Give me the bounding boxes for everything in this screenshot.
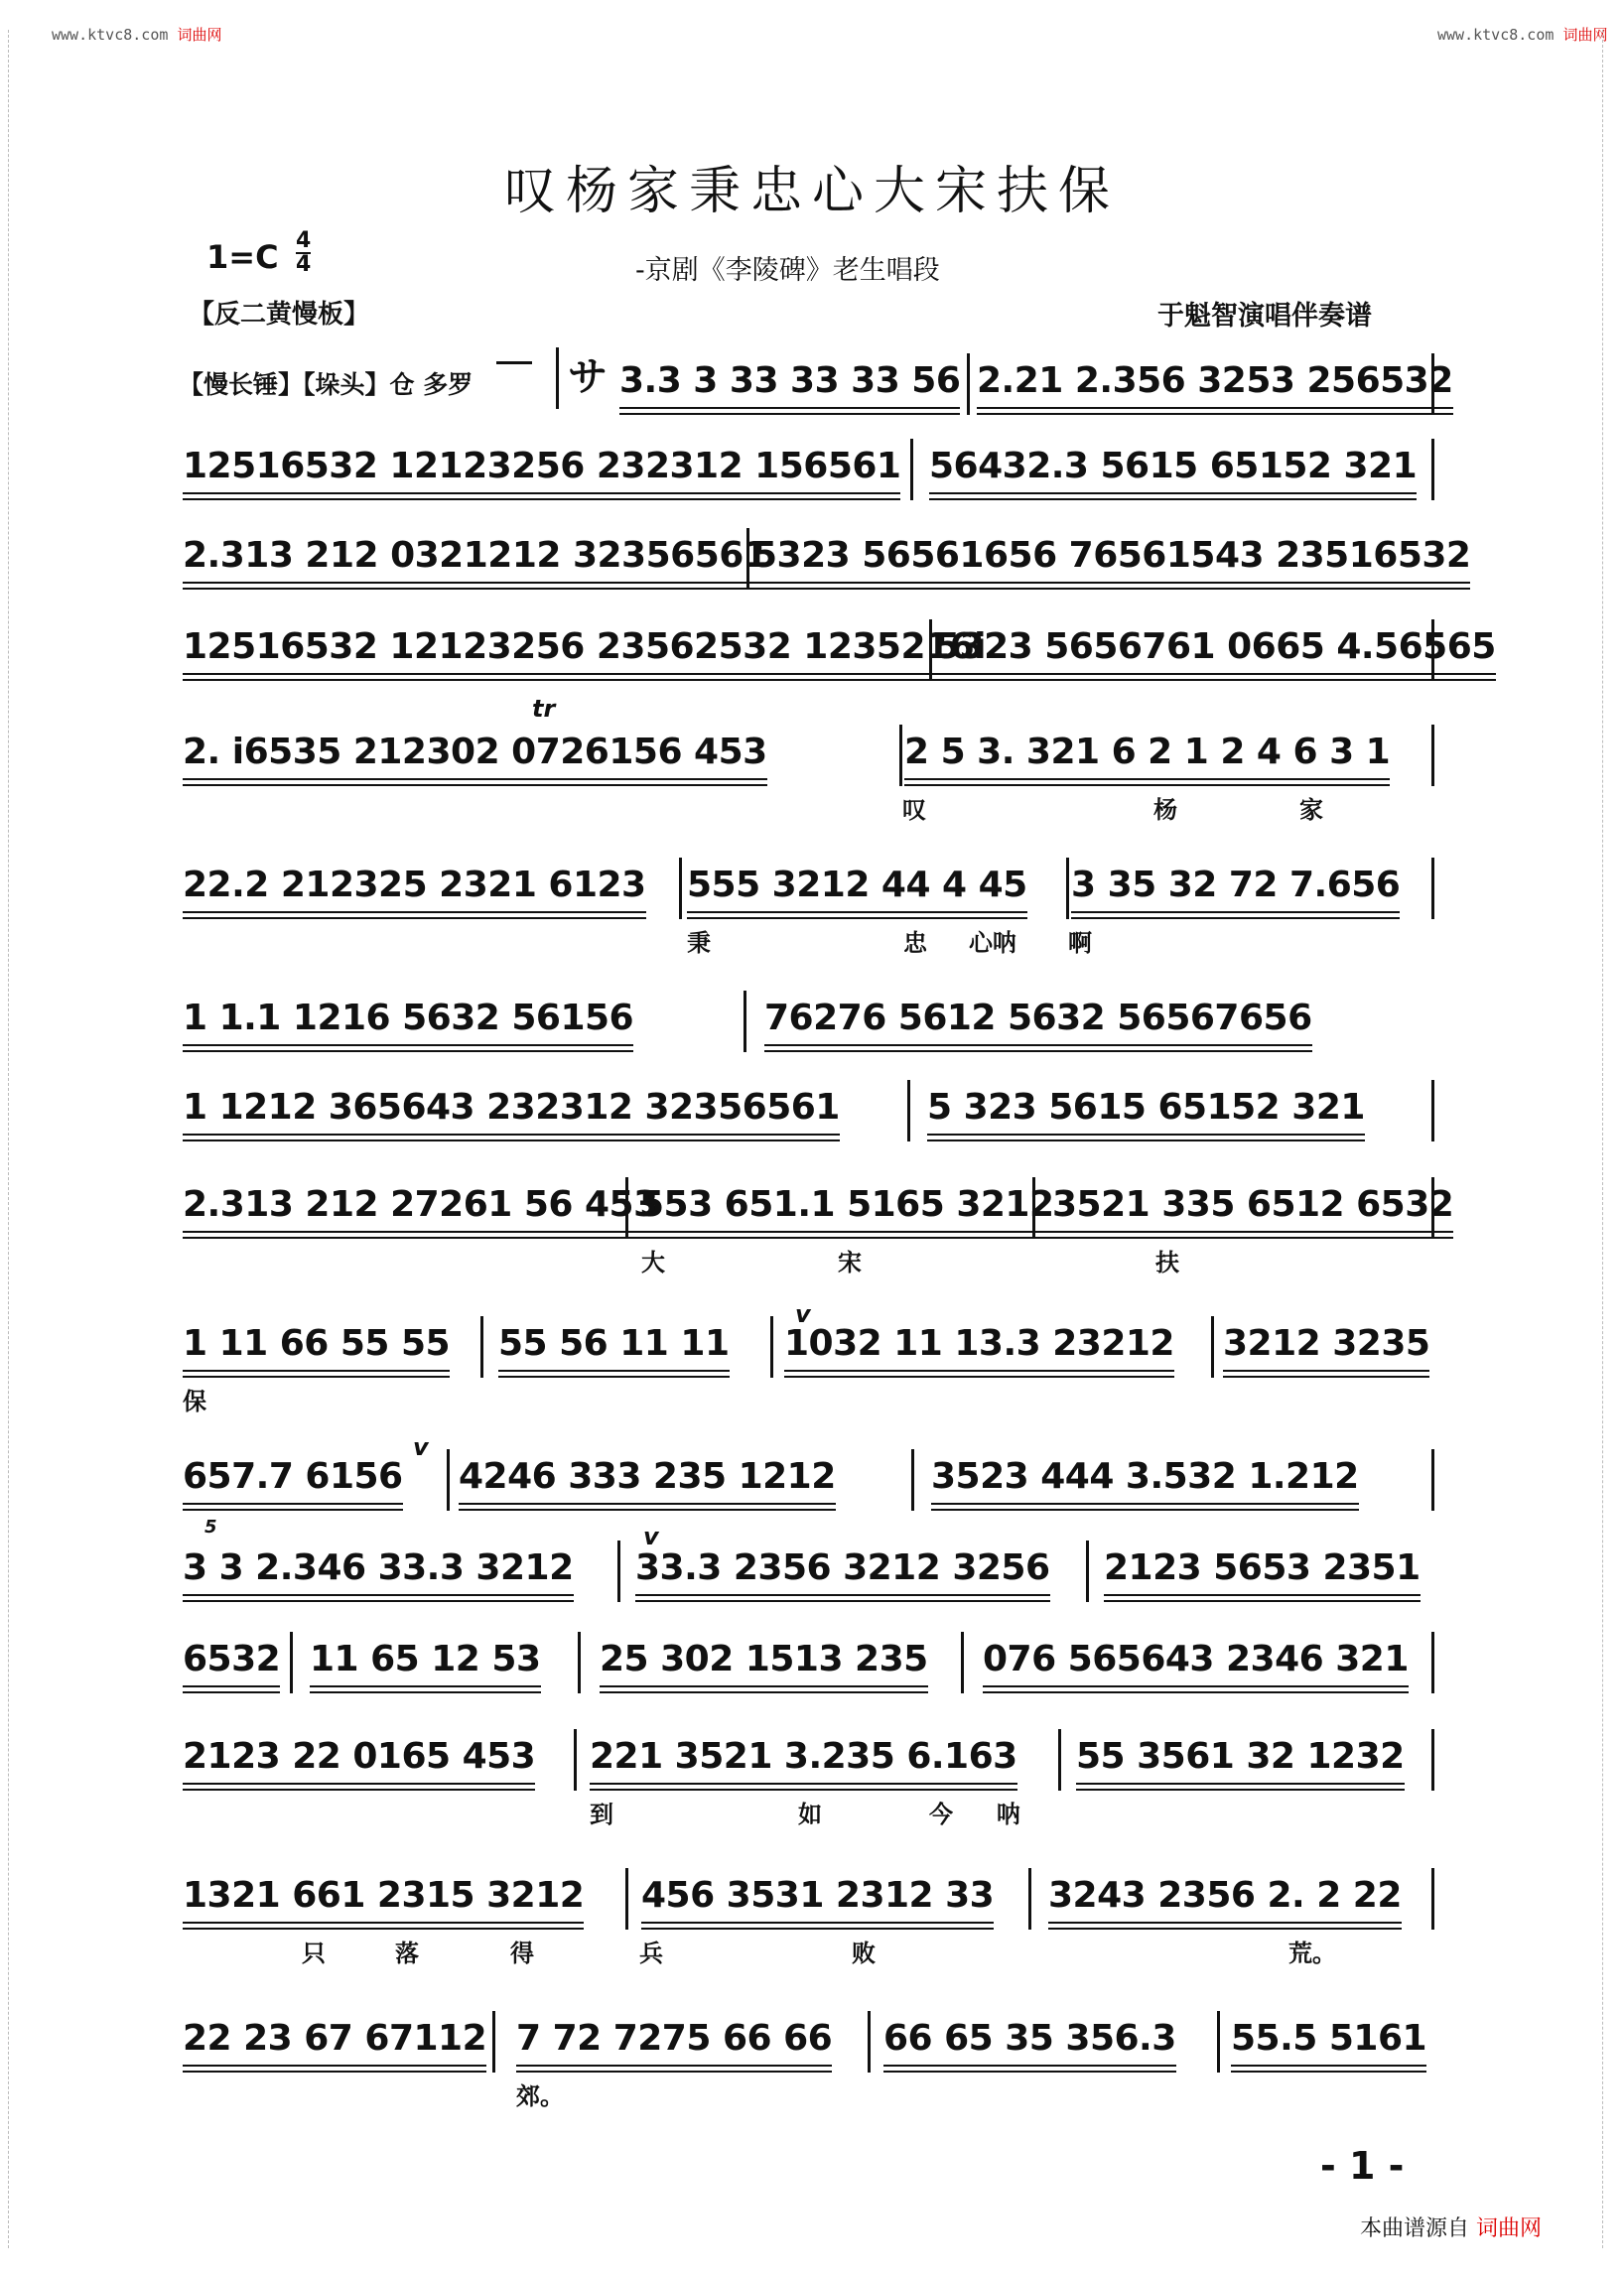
notation-measure: 4246 333 235 1212: [459, 1456, 836, 1497]
notation-measure: 3.3 3 33 33 33 56: [619, 360, 961, 401]
lyric: 到: [590, 1800, 613, 1828]
notation-measure: 5323 56561656 76561543 23516532: [752, 535, 1471, 576]
barline: [617, 1541, 620, 1602]
notation-measure: 555 3212 44 4 45: [687, 865, 1027, 905]
notation-measure: 6532: [183, 1639, 281, 1679]
site-url-right: www.ktvc8.com: [1437, 26, 1555, 44]
percussion-cue: 【慢长锤】【垛头】仓 多罗: [179, 370, 474, 399]
source-site: 词曲网: [1476, 2216, 1543, 2241]
score-row: [183, 1323, 1433, 1415]
lyric: 扶: [1155, 1248, 1179, 1276]
notation-measure: 2.313 212 27261 56 453: [183, 1184, 658, 1225]
score-row: [183, 999, 1433, 1056]
score-row: [183, 1184, 1454, 1276]
notation-measure: 2 5 3. 321 6 2 1 2 4 6 3 1: [904, 732, 1391, 772]
breath-mark: v: [413, 1433, 429, 1461]
barline: [1431, 1449, 1434, 1511]
lyric: 杨: [1153, 795, 1177, 824]
notation-measure: 553 651.1 5165 3212: [639, 1184, 1054, 1225]
barline: [1032, 1177, 1035, 1239]
notation-measure: 3521 335 6512 6532: [1052, 1184, 1454, 1225]
tempo-marking: 【反二黄慢板】: [189, 300, 370, 330]
barline: [1211, 1316, 1214, 1378]
notation-measure: 12516532 12123256 23562532 1235216i: [183, 626, 986, 667]
barline: [1431, 619, 1434, 681]
notation-measure: 25 302 1513 235: [600, 1639, 928, 1679]
barline: [1431, 725, 1434, 786]
notation-measure: 1032 11 13.3 23212: [784, 1323, 1174, 1364]
notation-measure: 33.3 2356 3212 3256: [635, 1547, 1050, 1588]
barline: [744, 991, 746, 1052]
notation-measure: 76276 5612 5632 56567656: [764, 998, 1312, 1038]
lyric: 忠: [903, 928, 927, 957]
score-row: [183, 865, 1433, 957]
notation-measure: 2.313 212 0321212 32356561: [183, 535, 768, 576]
notation-measure: 2123 22 0165 453: [183, 1736, 536, 1777]
barline: [770, 1316, 773, 1378]
score-row: [183, 360, 1453, 419]
score-row: [183, 447, 1433, 504]
notation-measure: 11 65 12 53: [310, 1639, 541, 1679]
score-row: [183, 2018, 1433, 2110]
barline: [625, 1177, 628, 1239]
barline: [447, 1449, 450, 1511]
page-number: - 1 -: [1320, 2144, 1405, 2188]
notation-measure: 1321 661 2315 3212: [183, 1875, 585, 1916]
time-signature: [296, 230, 311, 276]
notation-measure: 657.7 6156: [183, 1456, 403, 1497]
breath-mark: v: [795, 1300, 811, 1328]
notation-measure: 1 1.1 1216 5632 56156: [183, 998, 634, 1038]
barline: [1028, 1868, 1031, 1930]
barline: [929, 619, 932, 681]
barline: [1086, 1541, 1089, 1602]
key-signature: 1=C: [206, 238, 279, 276]
notation-measure: 55.5 5161: [1231, 2018, 1427, 2059]
lyric: 宋: [838, 1248, 862, 1276]
notation-measure: 3523 444 3.532 1.212: [931, 1456, 1359, 1497]
notation-measure: 22.2 212325 2321 6123: [183, 865, 646, 905]
right-margin-watermark: [1602, 30, 1617, 2248]
score-row: [183, 535, 1471, 594]
lyric: 今: [929, 1800, 953, 1828]
lyric: 荒。: [1288, 1939, 1336, 1967]
barline: [899, 725, 902, 786]
trill-ornament: tr: [532, 695, 556, 723]
notation-measure: 2. i6535 212302 0726156 453: [183, 732, 767, 772]
notation-measure: 3 3 2.346 33.3 3212: [183, 1547, 574, 1588]
notation-measure: 221 3521 3.235 6.163: [590, 1736, 1017, 1777]
lyric: 大: [641, 1248, 665, 1276]
site-label-right: 词曲网: [1562, 26, 1608, 44]
barline: [1431, 1868, 1434, 1930]
lyric: 叹: [902, 795, 926, 824]
barline: [1431, 1729, 1434, 1791]
barline: [911, 1449, 914, 1511]
score-row: [183, 1457, 1433, 1515]
barline: [967, 353, 970, 415]
sanban-mark: サ: [568, 354, 608, 400]
notation-measure: 12516532 12123256 232312 156561: [183, 446, 901, 486]
score-row: [183, 626, 1496, 685]
score-row: [183, 1548, 1433, 1606]
notation-measure: 66 65 35 356.3: [883, 2018, 1176, 2059]
lyric: 家: [1299, 795, 1323, 824]
site-url-left: www.ktvc8.com: [52, 26, 169, 44]
site-label-left: 词曲网: [177, 26, 222, 44]
score-row: [183, 1875, 1433, 1967]
score-row: [183, 732, 1433, 824]
barline: [910, 439, 913, 500]
lyric: 得: [510, 1939, 534, 1967]
notation-measure: 3212 3235: [1223, 1323, 1430, 1364]
barline: [679, 858, 682, 919]
notation-measure: 22 23 67 67112: [183, 2018, 487, 2059]
time-sig-bottom: 4: [296, 252, 312, 277]
barline: [1431, 439, 1434, 500]
subtitle: -京剧《李陵碑》老生唱段: [635, 255, 940, 286]
lyric: 保: [183, 1387, 206, 1415]
notation-measure: 7 72 7275 66 66: [516, 2018, 833, 2059]
notation-measure: 1 11 66 55 55: [183, 1323, 451, 1364]
lyric: 落: [395, 1939, 419, 1967]
barline: [480, 1316, 483, 1378]
grace-note: 5: [204, 1517, 217, 1538]
barline: [1431, 858, 1434, 919]
arranger-credit: 于魁智演唱伴奏谱: [1157, 301, 1372, 332]
lyric: 心呐: [969, 928, 1016, 957]
header-right: [1437, 24, 1607, 45]
left-margin-watermark: [8, 30, 23, 2248]
barline: [625, 1868, 628, 1930]
notation-measure: 55 3561 32 1232: [1076, 1736, 1405, 1777]
barline: [1431, 353, 1434, 415]
barline: [1431, 1080, 1434, 1141]
barline: [907, 1080, 910, 1141]
lyric: 兵: [639, 1939, 663, 1967]
barline: [574, 1729, 577, 1791]
breath-mark: v: [643, 1523, 659, 1550]
score-row: [183, 1640, 1433, 1697]
header-left: [52, 24, 221, 45]
barline: [1431, 1632, 1434, 1693]
notation-measure: 56432.3 5615 65152 321: [929, 446, 1418, 486]
barline: [1058, 1729, 1061, 1791]
source-prefix: 本曲谱源自: [1360, 2216, 1470, 2241]
lyric: 只: [302, 1939, 326, 1967]
notation-measure: 5323 5656761 0665 4.56565: [935, 626, 1496, 667]
notation-measure: 076 565643 2346 321: [983, 1639, 1409, 1679]
barline: [492, 2011, 495, 2073]
page-title: 叹杨家秉忠心大宋扶保: [503, 162, 1120, 221]
notation-measure: 2123 5653 2351: [1104, 1547, 1421, 1588]
lyric: 败: [852, 1939, 876, 1967]
notation-measure: 456 3531 2312 33: [641, 1875, 995, 1916]
notation-measure: 3 35 32 72 7.656: [1071, 865, 1401, 905]
notation-measure: 2.21 2.356 3253 256532: [977, 360, 1453, 401]
lyric: 郊。: [516, 2081, 564, 2110]
barline: [868, 2011, 871, 2073]
notation-measure: 1 1212 365643 232312 32356561: [183, 1087, 840, 1128]
lyric: 呐: [997, 1800, 1020, 1828]
lyric: 如: [798, 1800, 822, 1828]
notation-measure: 5 323 5615 65152 321: [927, 1087, 1365, 1128]
barline: [1217, 2011, 1220, 2073]
barline: [290, 1632, 293, 1693]
barline: [1066, 858, 1069, 919]
barline: [961, 1632, 964, 1693]
barline: [578, 1632, 581, 1693]
lyric: 啊: [1068, 928, 1092, 957]
score-row: [183, 1088, 1433, 1145]
source-note: [1360, 2211, 1542, 2242]
barline: [746, 528, 749, 590]
barline: [1431, 1177, 1434, 1239]
time-sig-top: 4: [296, 228, 312, 253]
score-row: [183, 1736, 1433, 1828]
notation-measure: 3243 2356 2. 2 22: [1048, 1875, 1402, 1916]
notation-measure: 55 56 11 11: [498, 1323, 730, 1364]
lyric: 秉: [687, 928, 711, 957]
